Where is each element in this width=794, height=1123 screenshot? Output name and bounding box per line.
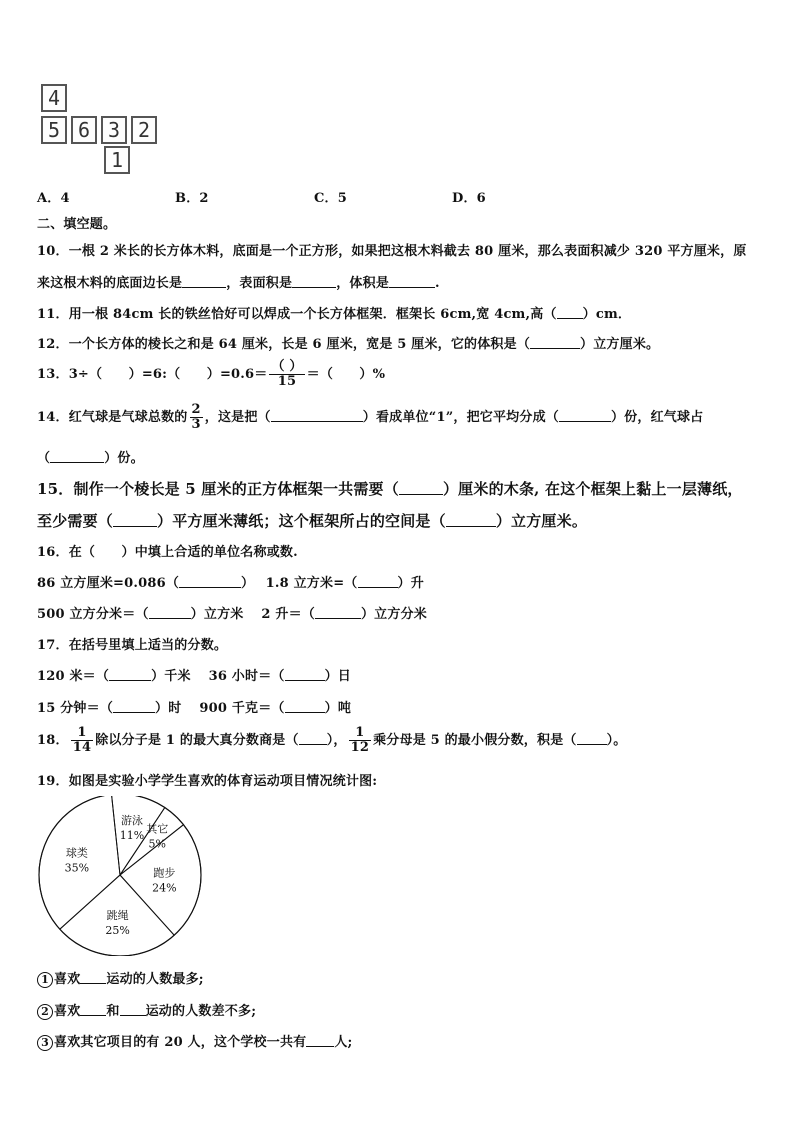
pie-slice-label-1: 游泳 bbox=[120, 814, 143, 828]
q14-blank-2[interactable] bbox=[559, 409, 611, 422]
q15-text-d: ）平方厘米薄纸；这个框架所占的空间是（ bbox=[157, 512, 446, 530]
pie-slice-label-3: 跑步 bbox=[153, 866, 176, 880]
q16-r1-text-a: 86 立方厘米=0.086（ bbox=[37, 576, 180, 591]
q19-sub1 bbox=[37, 968, 204, 988]
q18-text-a: 18． bbox=[37, 733, 69, 748]
choice-d: D．6 bbox=[452, 191, 486, 206]
q17-row1 bbox=[37, 665, 351, 684]
q19-sub2 bbox=[37, 1000, 256, 1020]
pie-slice-percent-4: 25% bbox=[105, 924, 130, 938]
q19-sub2-blank-2[interactable] bbox=[120, 1003, 146, 1016]
q19-sub2-blank-1[interactable] bbox=[80, 1003, 106, 1016]
q17-r1-blank-1[interactable] bbox=[109, 668, 151, 681]
section-heading: 二、填空题。 bbox=[37, 217, 117, 232]
q10-text-a: 来这根木料的底面边长是 bbox=[37, 276, 183, 291]
net-face-2: 2 bbox=[131, 116, 157, 144]
q18-blank-2[interactable] bbox=[577, 732, 607, 745]
q11-text-a: 11．用一根 84cm 长的铁丝恰好可以焊成一个长方体框架．框架长 6cm,宽 4cm,高（ bbox=[37, 307, 557, 322]
q10-line2 bbox=[37, 272, 440, 291]
q13-text-b: ＝（ ）% bbox=[306, 367, 386, 382]
q10-text-b: ，表面积是 bbox=[226, 276, 293, 291]
q14-text-e: （ bbox=[37, 451, 51, 466]
q17-title: 17．在括号里填上适当的分数。 bbox=[37, 638, 228, 653]
q14-line2 bbox=[37, 447, 144, 466]
q18-text-e: ）。 bbox=[606, 733, 627, 748]
q13-fraction bbox=[269, 360, 304, 389]
q12 bbox=[37, 333, 659, 352]
q19-sub1-text-a: 喜欢 bbox=[54, 972, 81, 987]
q16-r2-text-a: 500 立方分米＝（ bbox=[37, 607, 149, 622]
q15-line2 bbox=[37, 510, 587, 531]
q14-text-f: ）份。 bbox=[104, 451, 144, 466]
q14-blank-1[interactable] bbox=[271, 409, 363, 422]
q19-sub2-text-c: 运动的人数差不多; bbox=[145, 1004, 257, 1019]
q11-blank[interactable] bbox=[557, 306, 583, 319]
q18-text-c: ）， bbox=[326, 733, 347, 748]
q19-sub1-blank[interactable] bbox=[80, 971, 106, 984]
q18-blank-1[interactable] bbox=[299, 732, 327, 745]
q15-text-c: 至少需要（ bbox=[37, 512, 114, 530]
q10-blank-1[interactable] bbox=[182, 275, 226, 288]
net-face-3: 3 bbox=[101, 116, 127, 144]
q17-row2 bbox=[37, 697, 351, 716]
pie-slice-percent-5: 35% bbox=[64, 861, 90, 875]
q18-fraction-1-denominator: 14 bbox=[72, 740, 92, 755]
q13-fraction-denominator: 15 bbox=[277, 374, 297, 389]
q10-text-c: ，体积是 bbox=[336, 276, 390, 291]
q17-r2-text-a: 15 分钟＝（ bbox=[37, 701, 114, 716]
q17-r2-blank-1[interactable] bbox=[113, 700, 155, 713]
q14-text-b: ，这是把（ bbox=[204, 410, 271, 425]
q10-text-d: . bbox=[435, 276, 440, 291]
q18-fraction-1 bbox=[71, 726, 94, 755]
q15-blank-2[interactable] bbox=[113, 514, 157, 527]
q17-r1-text-c: ）日 bbox=[324, 669, 352, 684]
q18-fraction-2-denominator: 12 bbox=[350, 740, 370, 755]
q15-blank-1[interactable] bbox=[399, 482, 443, 495]
net-face-5: 5 bbox=[41, 116, 67, 144]
q16-r1-text-b: ） 1.8 立方米=（ bbox=[241, 576, 358, 591]
q18-text-b: 除以分子是 1 的最大真分数商是（ bbox=[95, 733, 299, 748]
q10-blank-3[interactable] bbox=[389, 275, 435, 288]
q10-blank-2[interactable] bbox=[292, 275, 336, 288]
q19-title: 19．如图是实验小学学生喜欢的体育运动项目情况统计图: bbox=[37, 774, 378, 789]
pie-slice-label-2: 其它 bbox=[146, 822, 169, 836]
q13-text-a: 13．3÷（ ）=6:（ ）=0.6＝ bbox=[37, 367, 268, 382]
circled-number-1: 1 bbox=[37, 972, 53, 988]
q16-r2-text-b: ）立方米 2 升＝（ bbox=[190, 607, 315, 622]
q15-text-a: 15．制作一个棱长是 5 厘米的正方体框架一共需要（ bbox=[37, 480, 399, 498]
q14-text-a: 14．红气球是气球总数的 bbox=[37, 410, 188, 425]
pie-slice-percent-3: 24% bbox=[152, 881, 177, 895]
pie-slice-label-4: 跳绳 bbox=[106, 909, 129, 923]
q16-r1-blank-2[interactable] bbox=[358, 575, 398, 588]
q11 bbox=[37, 303, 631, 322]
q16-r2-blank-1[interactable] bbox=[149, 606, 191, 619]
q18-fraction-1-numerator: 1 bbox=[71, 726, 94, 741]
circled-number-3: 3 bbox=[37, 1035, 53, 1051]
q13 bbox=[37, 360, 385, 389]
q16-title: 16．在（ ）中填上合适的单位名称或数. bbox=[37, 545, 298, 560]
q14-blank-3[interactable] bbox=[50, 450, 104, 463]
q17-r1-blank-2[interactable] bbox=[285, 668, 325, 681]
pie-slice-percent-1: 11% bbox=[119, 829, 145, 843]
choice-a: A．4 bbox=[37, 191, 70, 206]
q17-r2-text-b: ）时 900 千克＝（ bbox=[155, 701, 285, 716]
q16-row2 bbox=[37, 603, 427, 622]
q13-fraction-numerator[interactable]: （ ） bbox=[271, 359, 303, 374]
q17-r2-text-c: ）吨 bbox=[324, 701, 352, 716]
q12-text-b: ）立方厘米。 bbox=[580, 337, 660, 352]
q19-sub2-text-a: 喜欢 bbox=[54, 1004, 81, 1019]
q15-text-b: ）厘米的木条, 在这个框架上黏上一层薄纸， bbox=[442, 480, 743, 498]
q14-text-d: ）份，红气球占 bbox=[610, 410, 704, 425]
q16-row1 bbox=[37, 572, 424, 591]
q14-line1 bbox=[37, 403, 703, 432]
q16-r1-blank-1[interactable] bbox=[179, 575, 241, 588]
q17-r1-text-a: 120 米＝（ bbox=[37, 669, 110, 684]
q11-text-b: ）cm． bbox=[582, 307, 632, 322]
q19-sub3-text-b: 人; bbox=[334, 1035, 353, 1050]
q17-r1-text-b: ）千米 36 小时＝（ bbox=[151, 669, 285, 684]
q12-blank[interactable] bbox=[530, 336, 580, 349]
q14-fraction bbox=[190, 403, 203, 432]
q19-sub3-text-a: 喜欢其它项目的有 20 人，这个学校一共有 bbox=[54, 1035, 307, 1050]
circled-number-2: 2 bbox=[37, 1004, 53, 1020]
net-face-1: 1 bbox=[104, 146, 130, 174]
q15-blank-3[interactable] bbox=[446, 514, 496, 527]
q16-r2-blank-2[interactable] bbox=[315, 606, 361, 619]
q19-sub2-text-b: 和 bbox=[106, 1004, 120, 1019]
q16-r2-text-c: ）立方分米 bbox=[360, 607, 427, 622]
q10-line1: 10．一根 2 米长的长方体木料，底面是一个正方形，如果把这根木料截去 80 厘米，那么表面积减少 320 平方厘米，原 bbox=[37, 244, 747, 259]
q15-line1 bbox=[37, 478, 743, 499]
q15-text-e: ）立方厘米。 bbox=[495, 512, 588, 530]
choice-b: B．2 bbox=[175, 191, 209, 206]
choice-c: C．5 bbox=[314, 191, 347, 206]
q18 bbox=[37, 726, 627, 755]
q19-sub3-blank[interactable] bbox=[306, 1034, 334, 1047]
q14-fraction-numerator: 2 bbox=[191, 402, 201, 417]
pie-slice-percent-2: 5% bbox=[148, 837, 167, 851]
q16-r1-text-c: ）升 bbox=[397, 576, 424, 591]
q18-fraction-2-numerator: 1 bbox=[349, 726, 372, 741]
q14-text-c: ）看成单位“1”，把它平均分成（ bbox=[362, 410, 559, 425]
pie-chart bbox=[36, 796, 211, 956]
q17-r2-blank-2[interactable] bbox=[285, 700, 325, 713]
net-face-4: 4 bbox=[41, 84, 67, 112]
q19-sub1-text-b: 运动的人数最多; bbox=[106, 972, 204, 987]
net-face-6: 6 bbox=[71, 116, 97, 144]
q18-fraction-2 bbox=[349, 726, 372, 755]
q18-text-d: 乘分母是 5 的最小假分数，积是（ bbox=[373, 733, 577, 748]
q19-sub3 bbox=[37, 1031, 353, 1051]
q12-text-a: 12．一个长方体的棱长之和是 64 厘米，长是 6 厘米，宽是 5 厘米，它的体积是（ bbox=[37, 337, 531, 352]
pie-slice-label-5: 球类 bbox=[65, 846, 88, 860]
q14-fraction-denominator: 3 bbox=[191, 417, 201, 432]
